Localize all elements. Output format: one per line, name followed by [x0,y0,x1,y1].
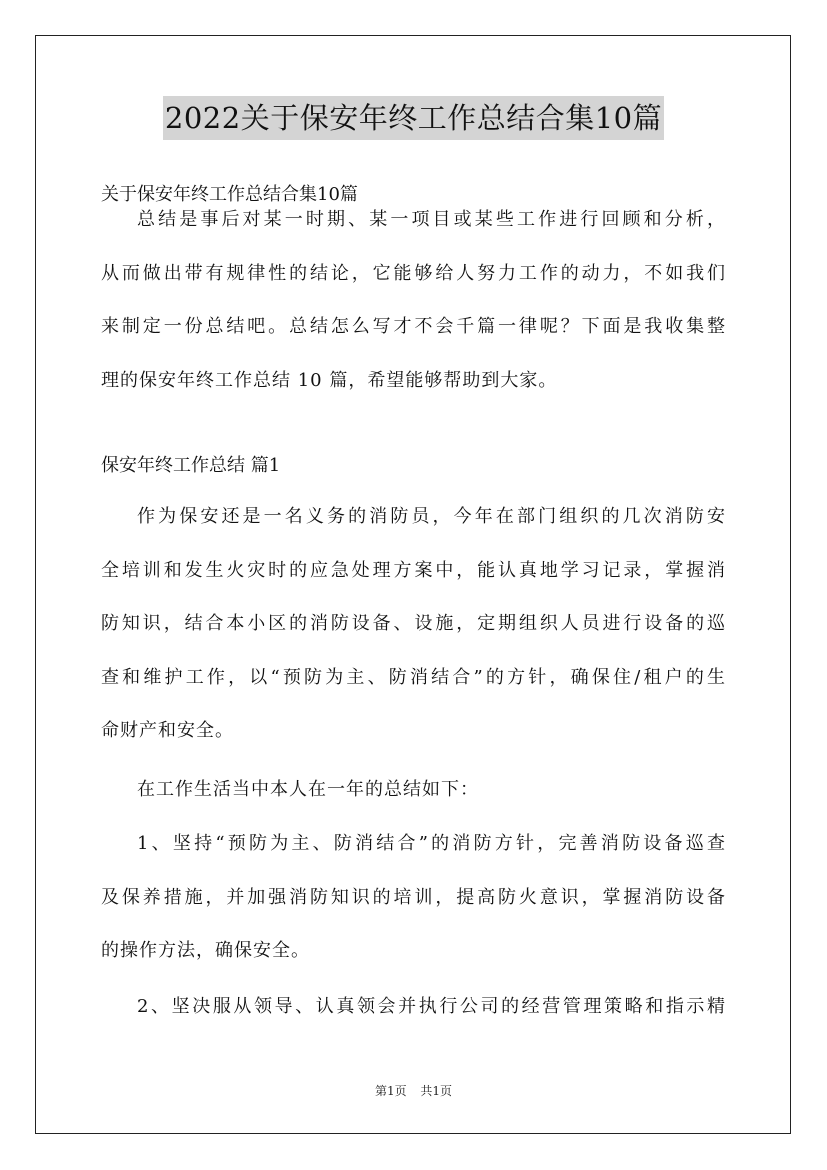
intro-line-1: 总结是事后对某一时期、某一项目或某些工作进行回顾和分析， [137,209,726,230]
paragraph-1-line-5: 命财产和安全。 [101,720,234,741]
intro-line-4: 理的保安年终工作总结 10 篇，希望能够帮助到大家。 [101,369,558,391]
title-container [0,96,827,140]
paragraph-2-line-1: 在工作生活当中本人在一年的总结如下： [137,779,479,800]
document-subtitle: 关于保安年终工作总结合集10篇 [101,184,358,205]
page-total: 共1页 [420,1084,453,1098]
paragraph-1-line-3: 防知识，结合本小区的消防设备、设施，定期组织人员进行设备的巡 [101,613,726,634]
page-footer [0,1083,827,1099]
paragraph-3-line-2: 及保养措施，并加强消防知识的培训，提高防火意识，掌握消防设备 [101,886,726,908]
paragraph-3-line-3: 的操作方法，确保安全。 [101,940,310,961]
paragraph-2 [101,763,726,817]
paragraph-4-line-1: 2、坚决服从领导、认真领会并执行公司的经营管理策略和指示精 [137,996,726,1017]
paragraph-1-line-4: 查和维护工作，以“预防为主、防消结合”的方针，确保住/租户的生 [101,666,726,688]
section-heading: 保安年终工作总结 篇1 [101,455,281,476]
paragraph-1 [101,490,726,758]
intro-paragraph [101,193,726,407]
intro-line-3: 来制定一份总结吧。总结怎么写才不会千篇一律呢？下面是我收集整 [101,316,726,337]
page-number: 第1页 [374,1084,407,1098]
paragraph-4 [101,980,726,1034]
paragraph-3 [101,817,726,978]
intro-line-2: 从而做出带有规律性的结论，它能够给人努力工作的动力，不如我们 [101,262,726,284]
paragraph-1-line-1: 作为保安还是一名义务的消防员，今年在部门组织的几次消防安 [137,506,726,527]
paragraph-1-line-2: 全培训和发生火灾时的应急处理方案中，能认真地学习记录，掌握消 [101,559,726,581]
document-title: 2022关于保安年终工作总结合集10篇 [163,96,664,140]
paragraph-3-line-1: 1、坚持“预防为主、防消结合”的消防方针，完善消防设备巡查 [137,833,726,854]
